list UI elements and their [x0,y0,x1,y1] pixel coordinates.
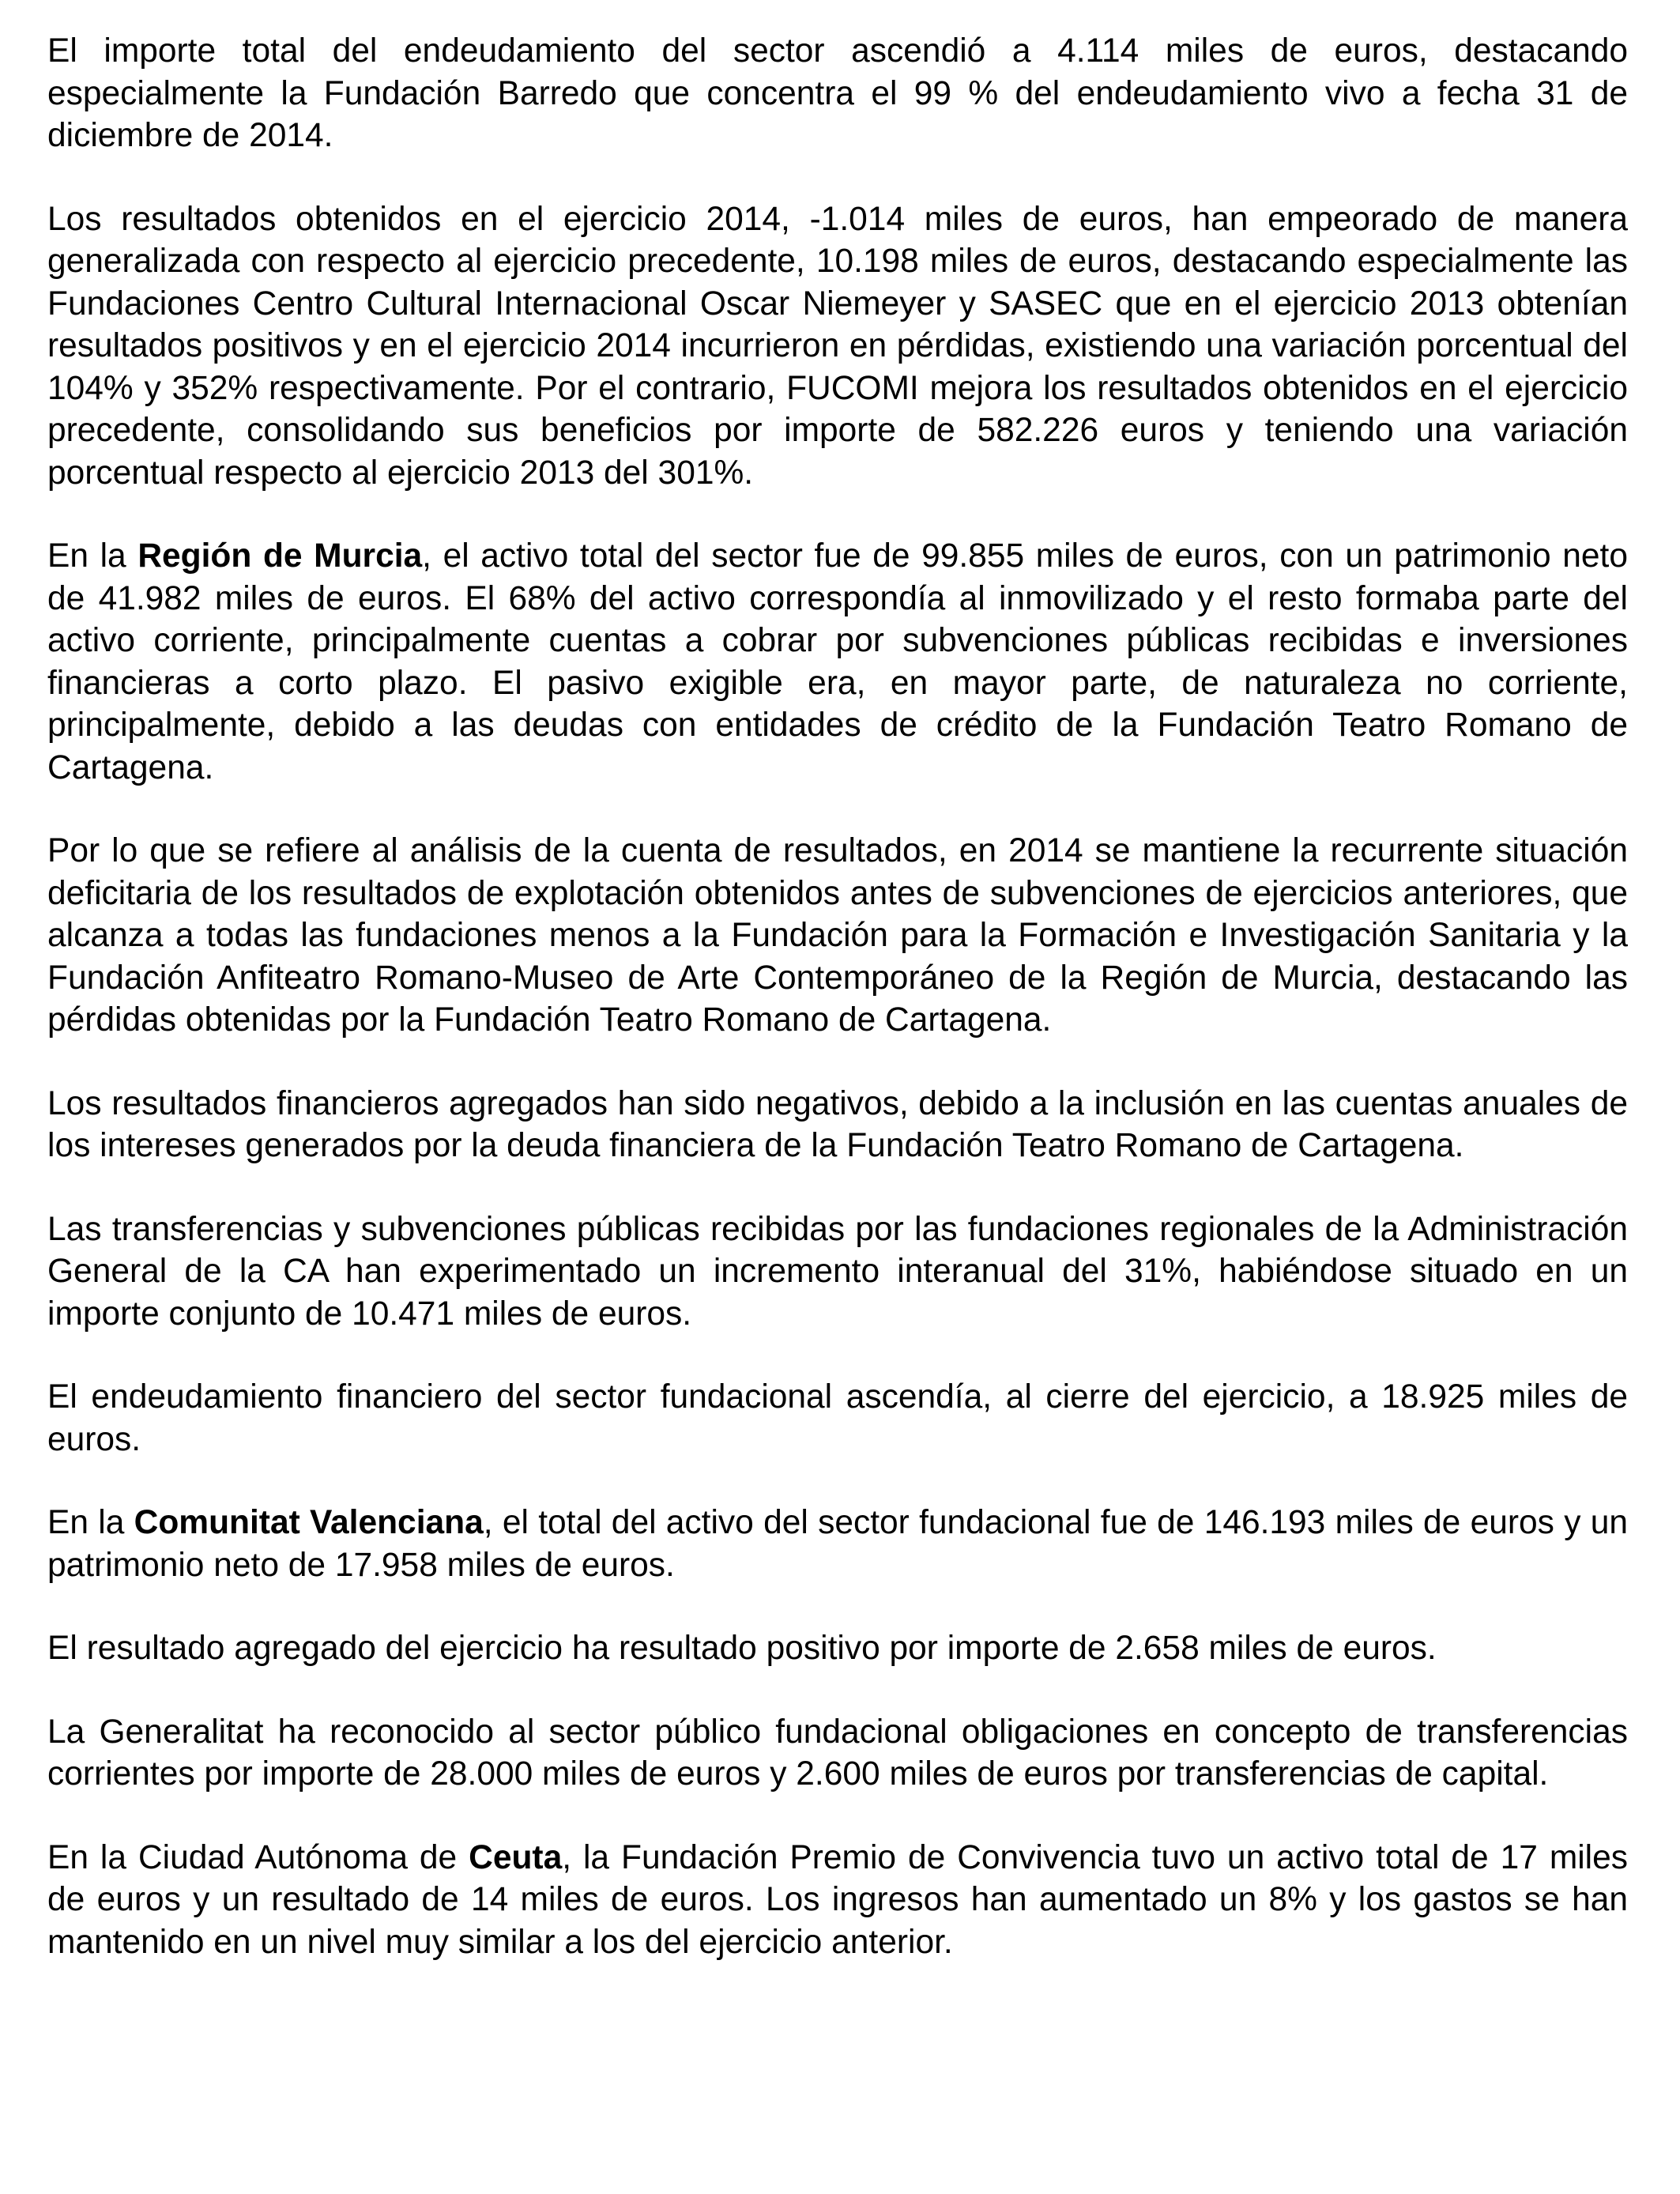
paragraph-comunitat-valenciana [47,1502,1628,1586]
region-name-bold: Región de Murcia [137,537,423,575]
paragraph-transferencias-subvenciones [47,1208,1628,1336]
paragraph-cuenta-resultados [47,830,1628,1042]
paragraph-endeudamiento-sector [47,30,1628,157]
paragraph-text-lead: En la [47,537,138,575]
paragraph-resultados-financieros [47,1083,1628,1167]
paragraph-endeudamiento-financiero [47,1376,1628,1461]
paragraph-resultado-agregado [47,1627,1628,1670]
paragraph-text-rest: , la Fundación Premio de Convivencia tuvo un activo total de 17 miles de euros y un resultado de 14 miles de euros. Los ingresos han aumentado un 8% y los gastos se han mantenido en un nivel muy similar a los del ejercicio anterior. [47,1838,1628,1961]
paragraph-generalitat-obligaciones [47,1711,1628,1796]
paragraph-text: El resultado agregado del ejercicio ha resultado positivo por importe de 2.658 miles de euros. [47,1630,1437,1667]
paragraph-ceuta [47,1837,1628,1964]
paragraph-text: El importe total del endeudamiento del sector ascendió a 4.114 miles de euros, destacando especialmente la Fundación Barredo que concentra el 99 % del endeudamiento vivo a fecha 31 de diciembre de 2014. [47,32,1628,154]
paragraph-resultados-2014 [47,198,1628,495]
paragraph-text: Por lo que se refiere al análisis de la cuenta de resultados, en 2014 se mantiene la recurrente situación deficitaria de los resultados de explotación obtenidos antes de subvenciones de ejercicios anteriores, que alcanza a todas las fundaciones menos a la Fundación para la Formación e Investigación Sanitaria y la Fundación Anfiteatro Romano-Museo de Arte Contemporáneo de la Región de Murcia, destacando las pérdidas obtenidas por la Fundación Teatro Romano de Cartagena. [47,832,1628,1039]
paragraph-text-rest: , el total del activo del sector fundacional fue de 146.193 miles de euros y un patrimonio neto de 17.958 miles de euros. [47,1504,1628,1584]
paragraph-text: Los resultados financieros agregados han sido negativos, debido a la inclusión en las cuentas anuales de los intereses generados por la deuda financiera de la Fundación Teatro Romano de Cartagena. [47,1084,1628,1164]
paragraph-text: Los resultados obtenidos en el ejercicio 2014, -1.014 miles de euros, han empeorado de manera generalizada con respecto al ejercicio precedente, 10.198 miles de euros, destacando especialmente las Fundaciones Centro Cultural Internacional Oscar Niemeyer y SASEC que en el ejercicio 2013 obtenían resultados positivos y en el ejercicio 2014 incurrieron en pérdidas, existiendo una variación porcentual del 104% y 352% respectivamente. Por el contrario, FUCOMI mejora los resultados obtenidos en el ejercicio precedente, consolidando sus beneficios por importe de 582.226 euros y teniendo una variación porcentual respecto al ejercicio 2013 del 301%. [47,200,1628,492]
document-page [47,30,1628,2004]
paragraph-region-murcia [47,535,1628,789]
paragraph-text-lead: En la [47,1504,134,1541]
region-name-bold: Comunitat Valenciana [134,1504,484,1541]
paragraph-text: El endeudamiento financiero del sector fundacional ascendía, al cierre del ejercicio, a 18.925 miles de euros. [47,1378,1628,1458]
paragraph-text: Las transferencias y subvenciones públicas recibidas por las fundaciones regionales de la Administración General de la CA han experimentado un incremento interanual del 31%, habiéndose situado en un importe conjunto de 10.471 miles de euros. [47,1210,1628,1333]
paragraph-text-rest: , el activo total del sector fue de 99.855 miles de euros, con un patrimonio neto de 41.982 miles de euros. El 68% del activo correspondía al inmovilizado y el resto formaba parte del activo corriente, principalmente cuentas a cobrar por subvenciones públicas recibidas e inversiones financieras a corto plazo. El pasivo exigible era, en mayor parte, de naturaleza no corriente, principalmente, debido a las deudas con entidades de crédito de la Fundación Teatro Romano de Cartagena. [47,537,1628,786]
paragraph-text-lead: En la Ciudad Autónoma de [47,1838,469,1876]
region-name-bold: Ceuta [469,1838,563,1876]
paragraph-text: La Generalitat ha reconocido al sector público fundacional obligaciones en concepto de transferencias corrientes por importe de 28.000 miles de euros y 2.600 miles de euros por transferencias de capital. [47,1713,1628,1793]
